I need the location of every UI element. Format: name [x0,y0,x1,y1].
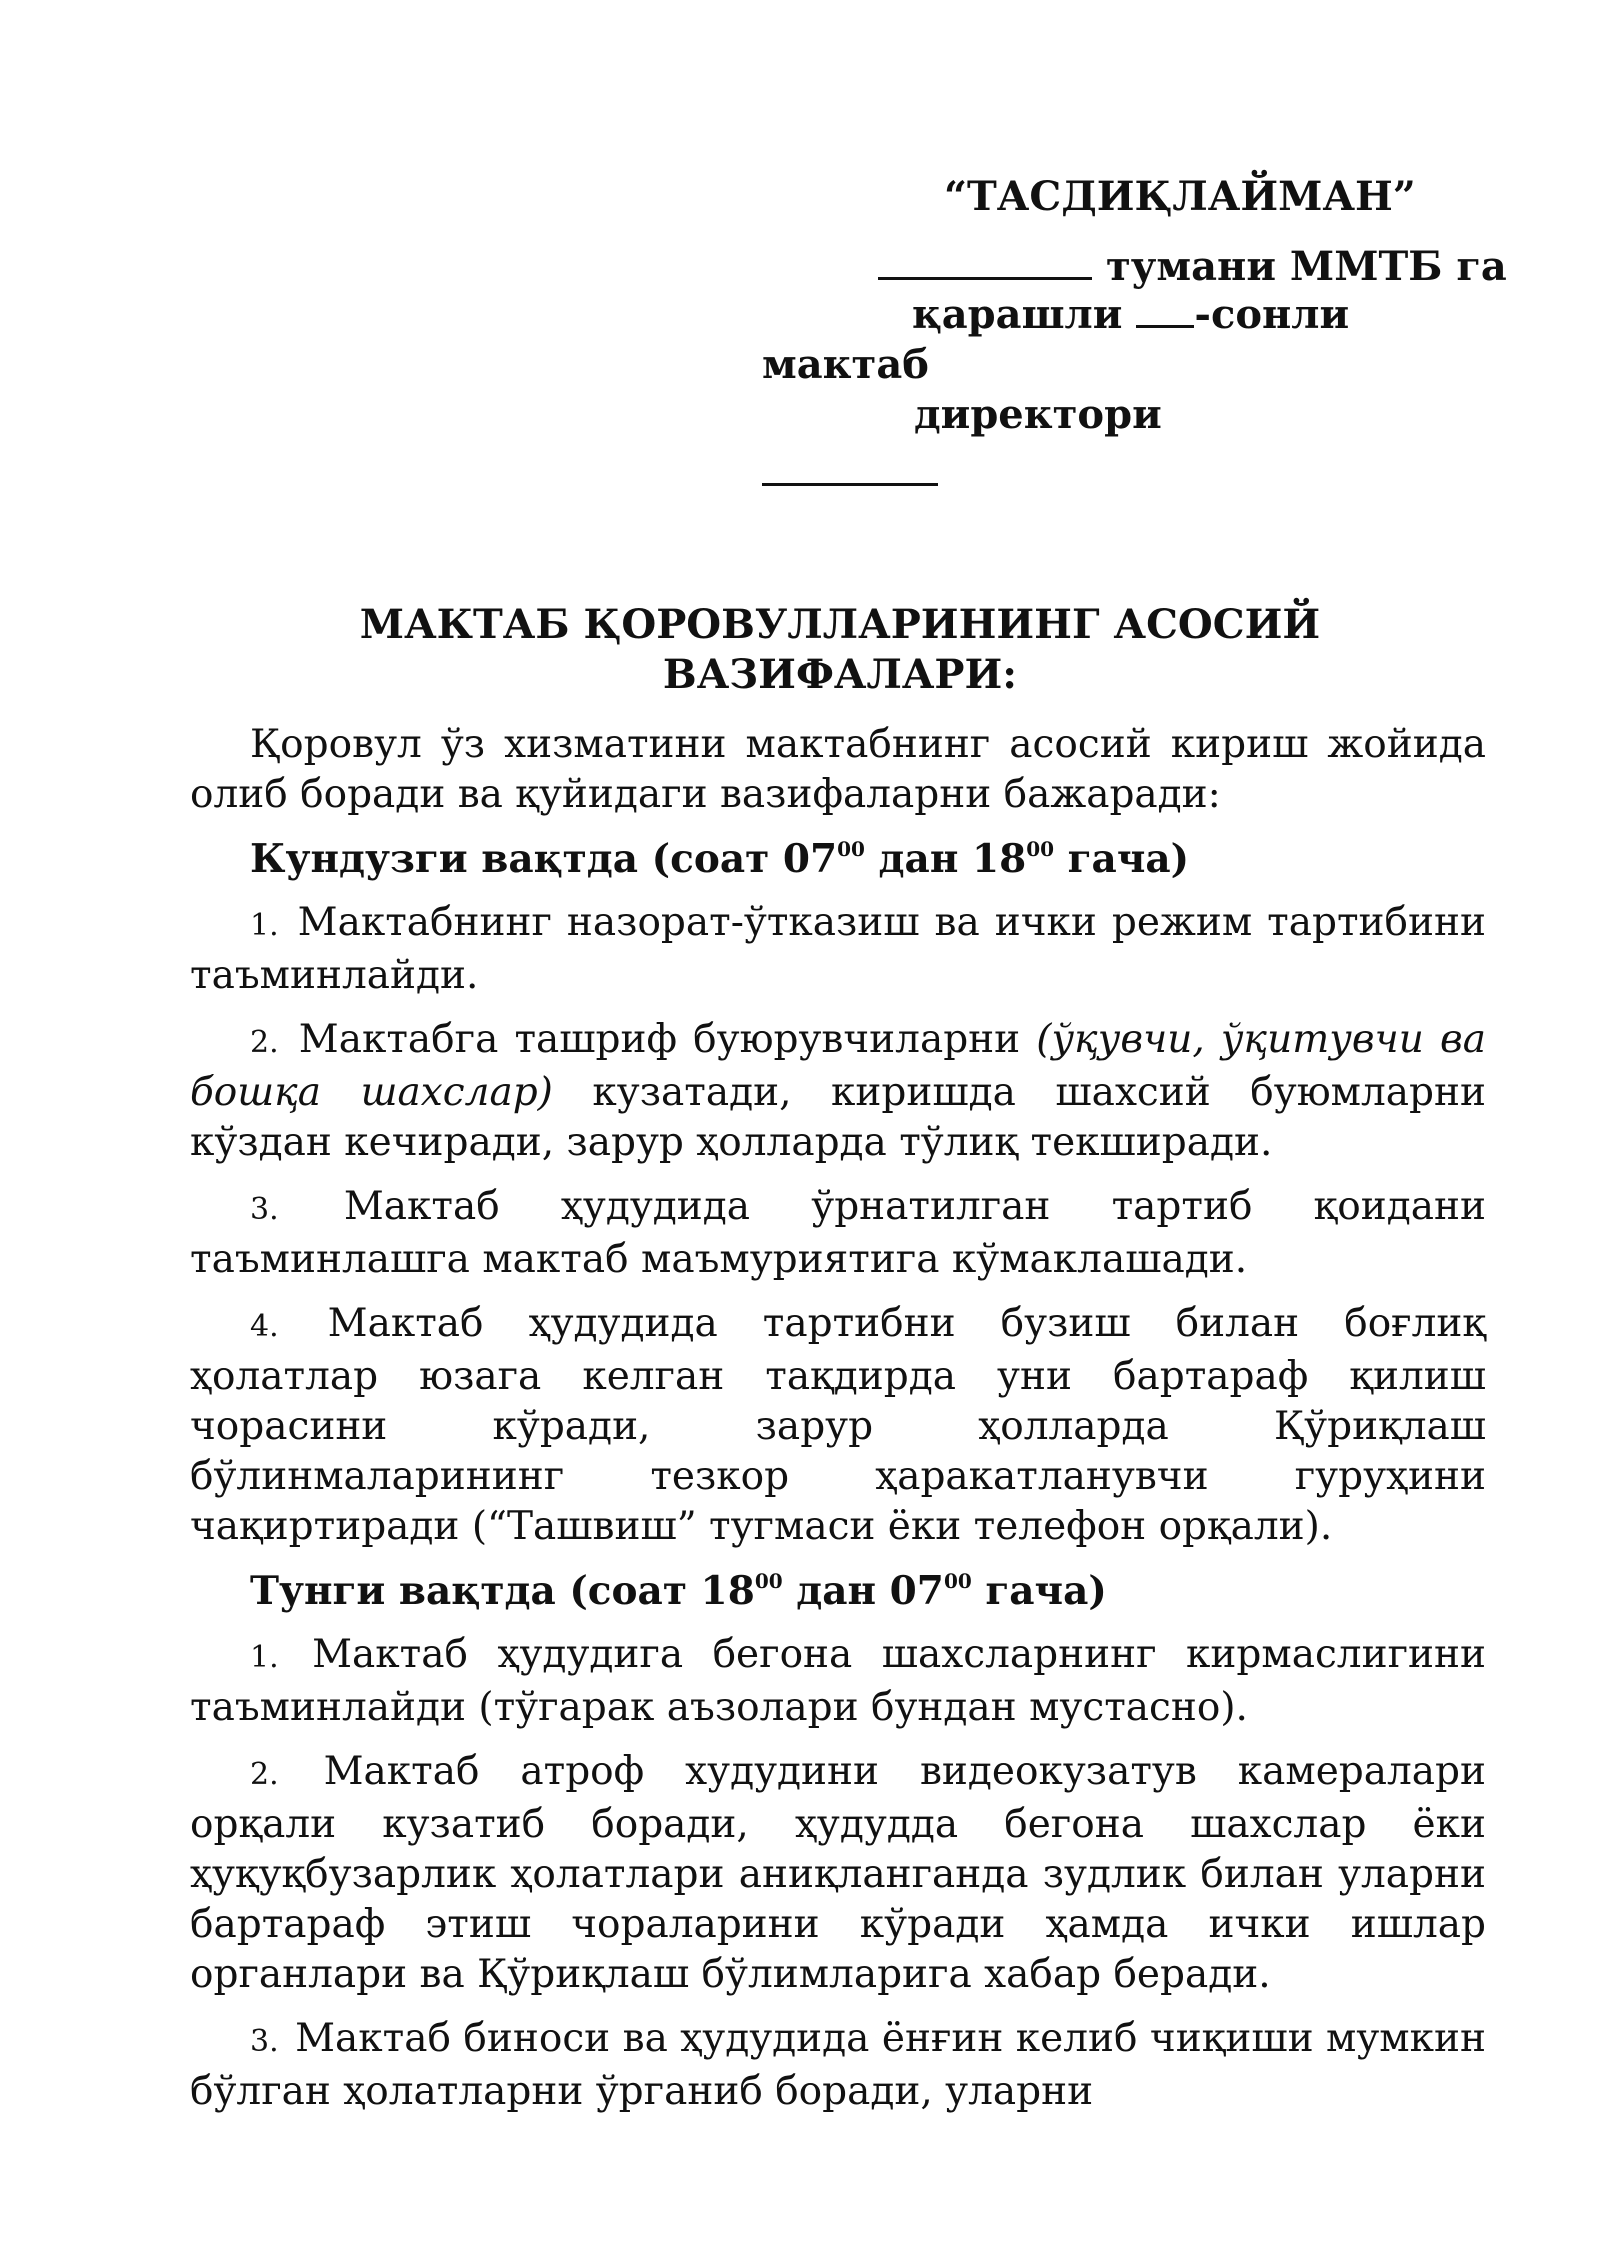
heading-line-2: ВАЗИФАЛАРИ: [662,651,1018,698]
approval-director-line: директори [914,391,1162,438]
list-item: 1. Мактаб ҳудудига бегона шахсларнинг кирмаслигини таъминлайди (тўгарак аъзолари бундан мустасно). [190,1632,1486,1730]
list-item: 2. Мактабга ташриф буюрувчиларни (ўқувчи, ўқитувчи ва бошқа шахслар) кузатади, киришда шахсий буюмларни кўздан кечиради, зарур ҳолларда тўлиқ текширади. [190,1017,1486,1165]
school-number-blank [1136,291,1194,328]
italic-note: (ўқувчи, ўқитувчи ва бошқа шахслар) [190,1017,1486,1115]
list-item: 4. Мактаб ҳудудида тартибни бузиш билан боғлиқ ҳолатлар юзага келган тақдирда уни бартараф қилиш чорасини кўради, зарур ҳолларда Қўриқлаш бўлинмаларининг тезкор ҳаракатланувчи гуруҳини чақиртиради (“Ташвиш” тугмаси ёки телефон орқали). [190,1301,1486,1549]
list-item: 2. Мактаб атроф худудини видеокузатув камералари орқали кузатиб боради, ҳудудда бегона шахслар ёки ҳуқуқбузарлик ҳолатлари аниқланганда зудлик билан уларни бартараф этиш чораларини кўради ҳамда ички ишлар органлари ва Қўриқлаш бўлимларига хабар беради. [190,1749,1486,1997]
signature-blank [762,449,938,486]
approval-line2-suffix: -сонли [1194,291,1350,338]
approval-school-line: мактаб [762,341,929,388]
approval-district-line [878,242,1507,292]
list-item: 3. Мактаб биноси ва ҳудудида ёнғин келиб чиқиши мумкин бўлган ҳолатларни ўрганиб боради, уларни [190,2016,1487,2114]
list-item: 1. Мактабнинг назорат-ўтказиш ва ички режим тартибини таъминлайди. [190,900,1486,998]
day-shift-subheading: Кундузги вақтда (соат $07^{00}$ дан $18^{00}$ гача) [250,836,1190,882]
document-body [190,720,1486,2131]
approval-line2-prefix: қарашли [912,291,1137,338]
approval-title: “ТАСДИҚЛАЙМАН” [944,173,1416,220]
list-item: 3. Мактаб ҳудудида ўрнатилган тартиб қоидани таъминлашга мактаб маъмуриятига кўмаклашади. [190,1184,1486,1282]
document-heading [190,600,1490,700]
heading-line-1: МАКТАБ ҚОРОВУЛЛАРИНИНГ АСОСИЙ [359,601,1321,648]
approval-school-number-line [912,290,1349,340]
approval-signature-line [762,448,938,498]
intro-paragraph: Қоровул ўз хизматини мактабнинг асосий кириш жойида олиб боради ва қуйидаги вазифаларни бажаради: [190,722,1486,817]
approval-line1-text: тумани ММТБ га [1106,243,1507,290]
night-shift-subheading: Тунги вақтда (соат $18^{00}$ дан $07^{00}$ гача) [250,1568,1107,1614]
district-blank [878,243,1092,280]
